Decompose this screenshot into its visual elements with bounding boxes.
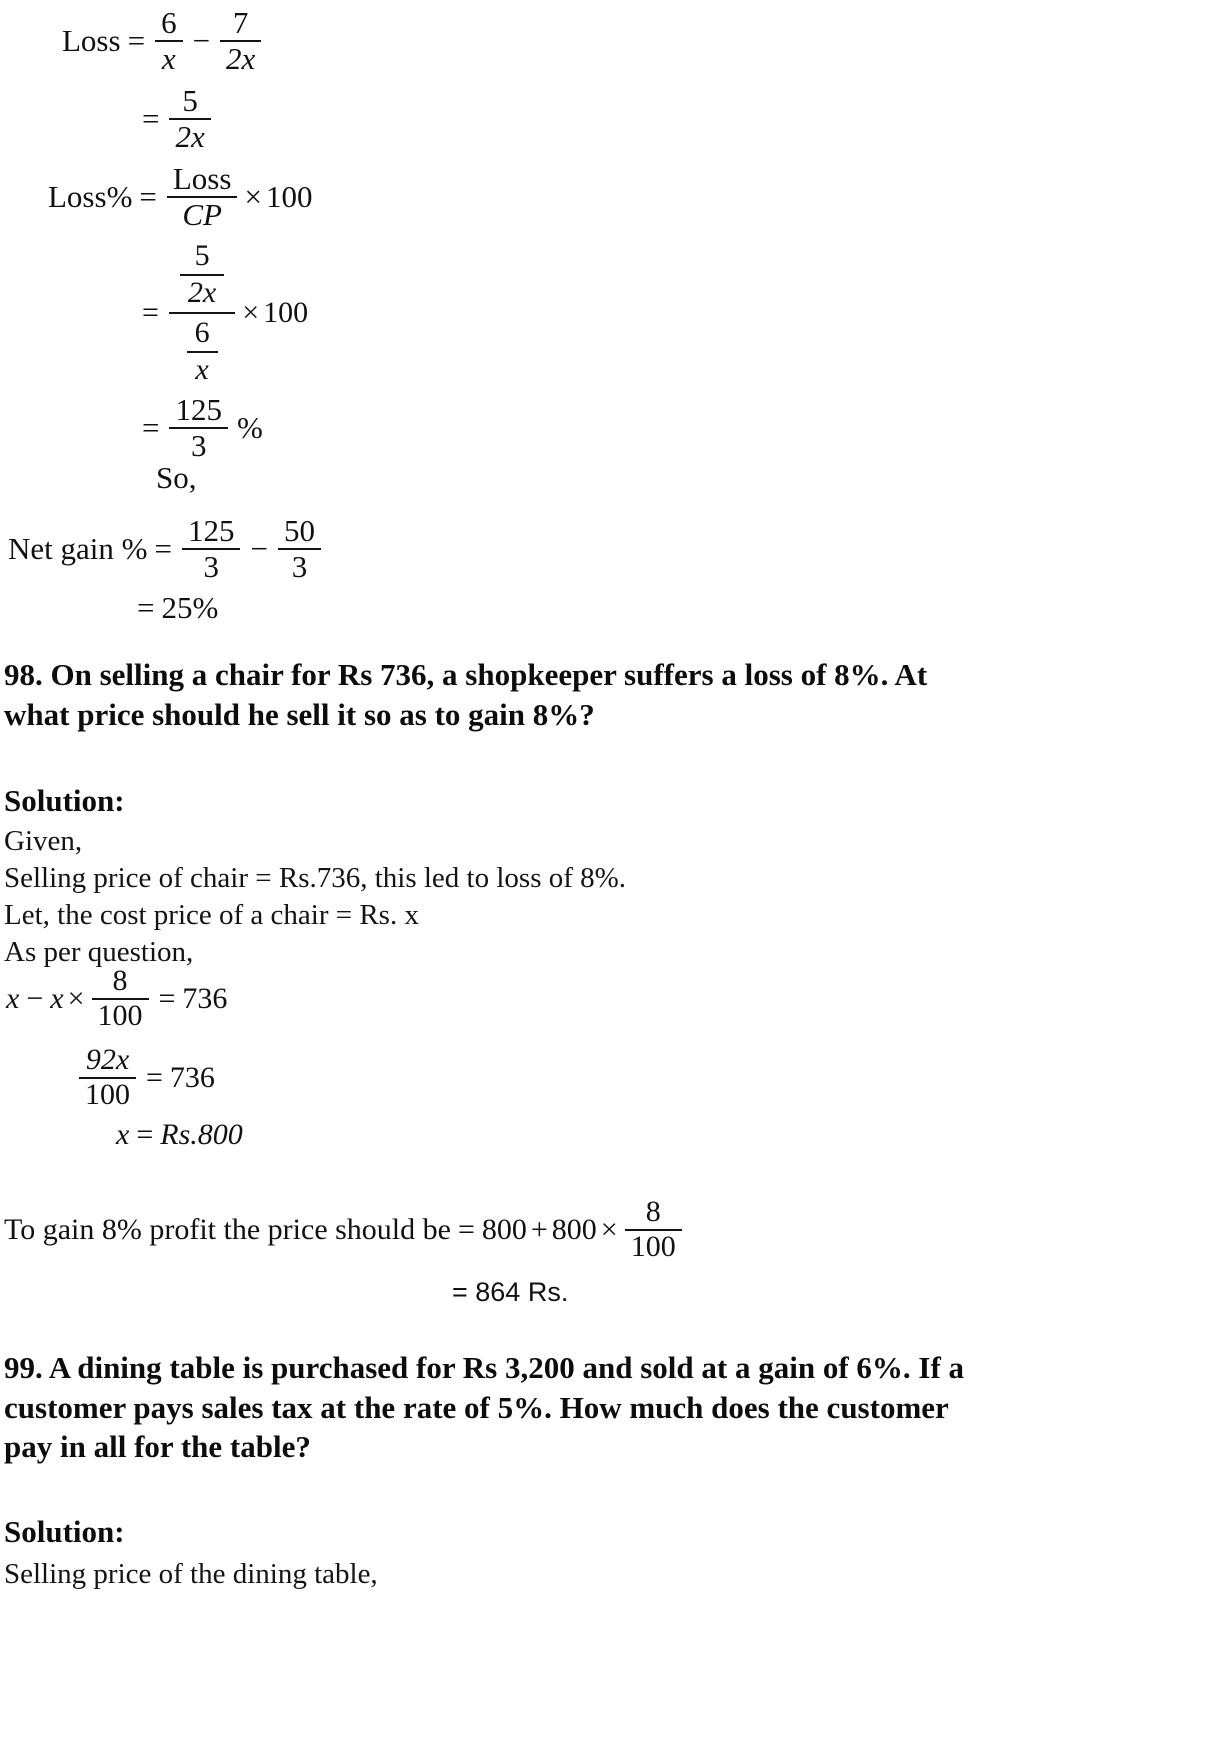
times-sign: × xyxy=(242,296,260,330)
loss-percent-label: Loss% xyxy=(48,179,133,215)
final-statement-98 xyxy=(4,1196,685,1263)
numerator: 5 xyxy=(194,239,210,272)
fraction-loss-over-cp xyxy=(167,162,238,231)
equation-98-step-1 xyxy=(6,965,227,1032)
equation-loss-percent-value xyxy=(135,393,263,462)
fraction-8-over-100 xyxy=(625,1196,682,1263)
rhs-value: 736 xyxy=(182,981,228,1015)
solution-99-first-line: Selling price of the dining table, xyxy=(4,1558,378,1590)
denominator: x xyxy=(195,352,209,386)
given-line-4: As per question, xyxy=(4,936,194,969)
denominator: 3 xyxy=(203,548,219,584)
denominator: CP xyxy=(182,196,222,232)
equals-sign: = xyxy=(137,590,155,625)
denominator: 2x xyxy=(175,118,205,154)
denominator: 2x xyxy=(187,275,217,309)
equals-sign: = xyxy=(457,1212,475,1246)
fraction-92x-over-100 xyxy=(79,1044,136,1111)
net-gain-label: Net gain % xyxy=(8,531,148,567)
denominator: 3 xyxy=(291,548,308,584)
net-gain-value: 25% xyxy=(161,590,219,625)
equals-sign: = xyxy=(146,1060,163,1094)
minus-sign: − xyxy=(250,531,268,567)
fraction-125-over-3 xyxy=(182,514,241,583)
equation-loss-simplified xyxy=(135,84,214,153)
loss-label: Loss xyxy=(62,23,121,59)
numerator: 92x xyxy=(85,1043,130,1076)
given-line-2: Selling price of chair = Rs.736, this led to loss of 8%. xyxy=(4,862,627,895)
times-sign: × xyxy=(67,981,85,1015)
fraction-7-over-2x xyxy=(220,6,261,75)
equals-sign: = xyxy=(136,1118,154,1151)
equals-sign: = xyxy=(142,296,159,330)
plus-sign: + xyxy=(530,1212,548,1246)
question-99-heading xyxy=(4,1348,1206,1467)
fraction-5-over-2x xyxy=(180,239,224,310)
so-line xyxy=(156,462,197,493)
numerator: 125 xyxy=(187,513,235,548)
numerator: 7 xyxy=(232,5,249,40)
equals-sign: = xyxy=(139,179,157,215)
numerator: 8 xyxy=(112,964,128,997)
given-line-3: Let, the cost price of a chair = Rs. x xyxy=(4,899,419,932)
complex-numerator xyxy=(169,237,235,312)
question-98-line-1: 98. On selling a chair for Rs 736, a shopkeeper suffers a loss of 8%. At xyxy=(4,657,928,692)
denominator: 100 xyxy=(97,998,143,1032)
fraction-6-over-x xyxy=(187,316,218,387)
equals-sign: = xyxy=(142,101,160,137)
denominator: 3 xyxy=(190,427,207,463)
term-800-a: 800 xyxy=(481,1212,527,1246)
solution-98-given-block xyxy=(4,823,1104,971)
complex-fraction xyxy=(169,237,235,389)
so-text: So, xyxy=(156,460,197,495)
variable-x: x xyxy=(6,981,20,1015)
denominator: x xyxy=(161,40,176,76)
denominator: 100 xyxy=(85,1077,130,1111)
question-98-line-2: what price should he sell it so as to gain 8%? xyxy=(4,696,595,732)
equation-98-step-3 xyxy=(116,1120,243,1150)
equals-sign: = xyxy=(158,981,176,1015)
equals-sign: = xyxy=(127,23,146,59)
fraction-8-over-100 xyxy=(92,965,149,1032)
minus-sign: − xyxy=(26,981,44,1015)
rhs-value: Rs.800 xyxy=(160,1118,243,1151)
equals-sign: = xyxy=(142,410,160,446)
equation-loss-percent-nested xyxy=(135,237,308,389)
variable-x: x xyxy=(50,981,64,1015)
final-statement-text: To gain 8% profit the price should be xyxy=(4,1212,451,1246)
solution-98-label: Solution: xyxy=(4,783,125,818)
rhs-value: 736 xyxy=(169,1060,215,1094)
numerator: 5 xyxy=(182,83,198,118)
equation-98-step-2 xyxy=(76,1044,215,1111)
equation-net-gain-result xyxy=(137,592,218,623)
complex-denominator xyxy=(176,314,229,389)
fraction-6-over-x xyxy=(155,6,183,75)
numerator: 125 xyxy=(175,392,222,427)
variable-x: x xyxy=(116,1118,130,1151)
question-99-line-1: 99. A dining table is purchased for Rs 3,200 and sold at a gain of 6%. If a xyxy=(4,1350,965,1385)
numerator: 6 xyxy=(194,316,210,350)
fraction-50-over-3 xyxy=(278,514,321,583)
times-sign: × xyxy=(600,1212,618,1246)
equation-net-gain xyxy=(8,514,324,583)
numerator: 8 xyxy=(645,1195,661,1228)
question-98-heading xyxy=(4,655,1204,734)
term-800-b: 800 xyxy=(551,1212,597,1246)
percent-sign: % xyxy=(236,410,263,446)
equation-loss-percent-definition xyxy=(48,162,312,231)
multiplier-100: 100 xyxy=(263,296,309,330)
numerator: Loss xyxy=(172,161,232,196)
fraction-125-over-3 xyxy=(169,393,228,462)
multiplier-100: 100 xyxy=(265,179,313,215)
minus-sign: − xyxy=(192,23,211,59)
question-99-line-2: customer pays sales tax at the rate of 5%. How much does the customer xyxy=(4,1389,949,1425)
final-answer-98: = 864 Rs. xyxy=(452,1277,569,1307)
fraction-5-over-2x xyxy=(169,84,210,153)
given-line-1: Given, xyxy=(4,825,83,857)
question-99-line-3: pay in all for the table? xyxy=(4,1429,311,1465)
numerator: 50 xyxy=(283,513,315,548)
equation-loss-definition xyxy=(62,6,264,75)
denominator: 2x xyxy=(226,40,256,76)
times-sign: × xyxy=(244,179,262,215)
denominator: 100 xyxy=(630,1229,676,1263)
numerator: 6 xyxy=(161,5,177,40)
equals-sign: = xyxy=(154,531,172,567)
solution-99-label: Solution: xyxy=(4,1514,125,1549)
